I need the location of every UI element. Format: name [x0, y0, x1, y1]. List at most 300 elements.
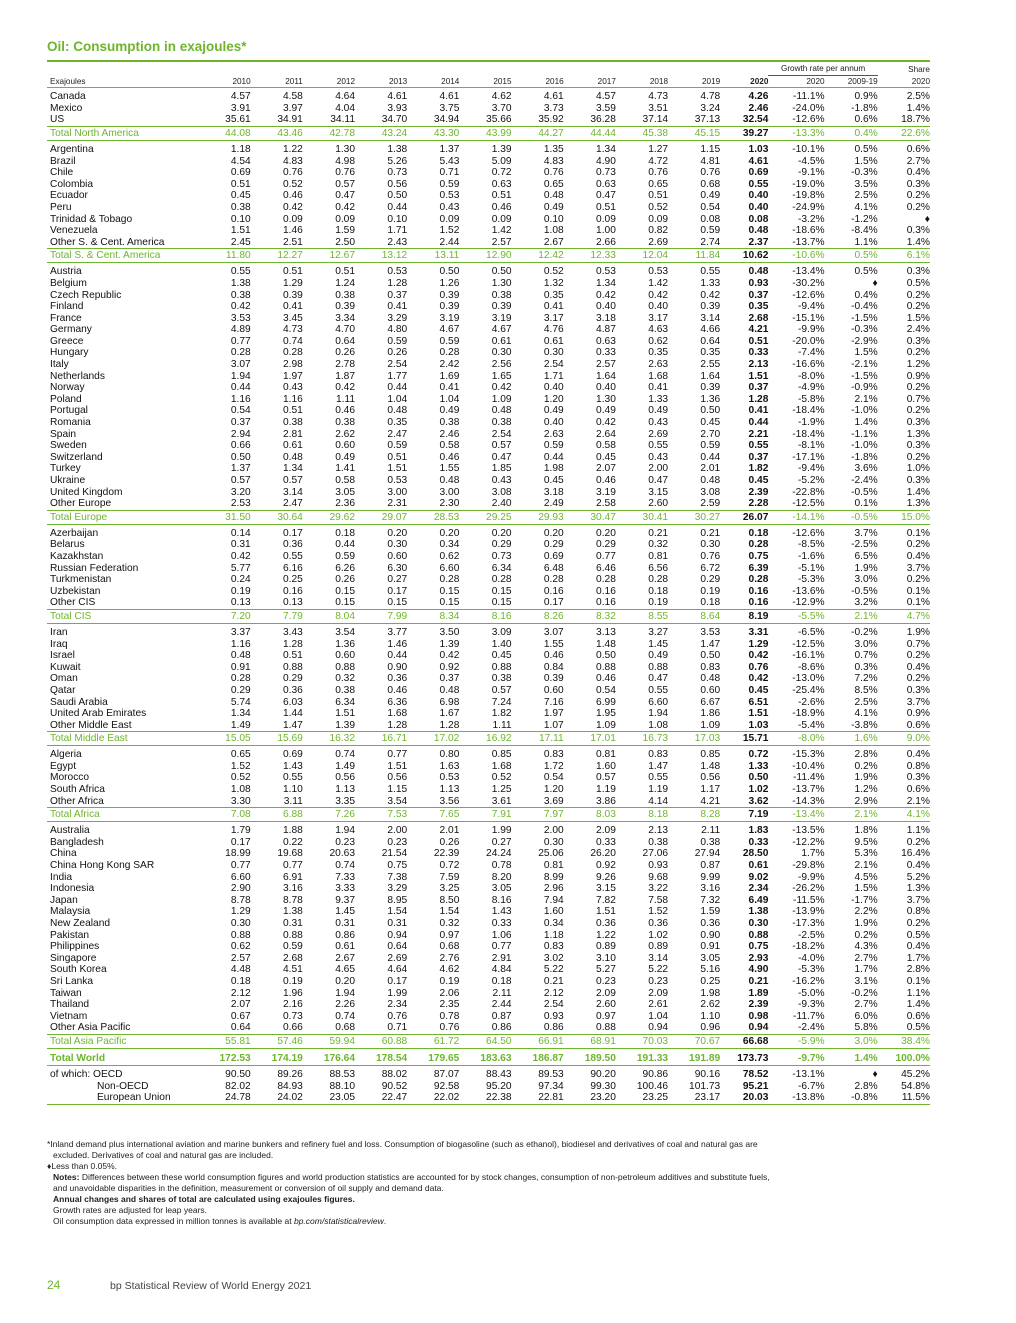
value-cell: 1.46 — [387, 638, 408, 650]
growth-cell: -12.6% — [792, 527, 825, 539]
country-row-other-cis — [47, 597, 930, 609]
value-cell: 172.53 — [198, 1048, 251, 1065]
share-cell: 0.4% — [906, 661, 930, 673]
share-cell: 2.8% — [906, 964, 930, 976]
value-cell: 1.44 — [283, 708, 303, 720]
value-cell: 0.23 — [335, 836, 356, 848]
value-cell: 1.09 — [596, 719, 616, 731]
row-label: Turkey — [50, 463, 81, 475]
value-2020: 0.28 — [748, 539, 769, 551]
value-cell: 1.34 — [596, 143, 616, 155]
value-cell: 0.20 — [439, 527, 460, 539]
value-cell: 3.19 — [596, 486, 616, 498]
value-cell: 7.53 — [355, 808, 407, 822]
country-row-singapore — [47, 953, 930, 965]
country-row-colombia — [47, 179, 930, 191]
value-cell: 0.39 — [283, 289, 303, 301]
value-cell: 0.42 — [335, 382, 356, 394]
value-cell: 0.16 — [596, 585, 616, 597]
share-cell: 0.5% — [906, 929, 930, 941]
value-cell: 70.67 — [668, 1034, 720, 1048]
value-cell: 0.61 — [491, 335, 512, 347]
row-label: United Arab Emirates — [50, 708, 147, 720]
share-cell: 0.9% — [906, 370, 930, 382]
country-row-netherlands — [47, 371, 930, 383]
share-cell: 0.2% — [906, 574, 930, 586]
growth-cell: 1.6% — [825, 732, 878, 746]
value-cell: 6.30 — [387, 562, 408, 574]
value-cell: 2.90 — [230, 883, 251, 895]
row-label: Belgium — [50, 277, 87, 289]
value-cell: 0.42 — [596, 289, 616, 301]
value-cell: 4.51 — [283, 964, 303, 976]
value-cell: 0.80 — [439, 749, 460, 761]
value-cell: 2.35 — [439, 999, 460, 1011]
value-cell: 24.02 — [251, 1092, 303, 1104]
growth-cell: -13.3% — [768, 126, 824, 140]
value-cell: 1.39 — [491, 143, 512, 155]
value-2020: 1.89 — [748, 987, 769, 999]
value-cell: 0.43 — [439, 201, 460, 213]
value-cell: 1.16 — [230, 638, 251, 650]
growth-cell: -1.0% — [851, 440, 878, 452]
country-row-south-africa — [47, 784, 930, 796]
value-cell: 6.36 — [387, 696, 408, 708]
value-cell: 0.39 — [439, 289, 460, 301]
value-cell: 0.50 — [700, 405, 721, 417]
value-cell: 2.00 — [543, 825, 564, 837]
value-cell: 1.94 — [230, 370, 251, 382]
value-2020: 1.02 — [748, 784, 769, 796]
value-cell: 0.51 — [387, 451, 408, 463]
value-cell: 0.19 — [648, 597, 669, 609]
row-label: Canada — [50, 91, 86, 103]
review-link[interactable]: bp.com/statisticalreview — [293, 1216, 384, 1226]
value-2020: 2.68 — [748, 312, 769, 324]
share-cell: 3.7% — [906, 696, 930, 708]
value-cell: 0.48 — [230, 650, 251, 662]
value-cell: 0.63 — [491, 178, 512, 190]
row-label: Kazakhstan — [50, 550, 104, 562]
value-cell: 0.59 — [387, 335, 408, 347]
country-row-brazil — [47, 156, 930, 168]
value-cell: 1.52 — [230, 760, 251, 772]
growth-cell: -6.5% — [797, 626, 825, 638]
value-cell: 0.36 — [387, 673, 408, 685]
value-cell: 0.38 — [648, 836, 669, 848]
growth-cell: -0.8% — [825, 1092, 878, 1104]
value-2020: 0.45 — [748, 475, 769, 486]
value-cell: 0.16 — [283, 585, 303, 597]
footnote-less-than: ♦Less than 0.05%. — [47, 1161, 118, 1171]
row-label: Colombia — [50, 178, 94, 190]
value-cell: 189.50 — [564, 1048, 616, 1065]
value-cell: 0.55 — [283, 550, 303, 562]
value-cell: 0.13 — [230, 597, 251, 609]
value-cell: 6.48 — [543, 562, 564, 574]
value-cell: 0.77 — [491, 941, 512, 953]
value-2020: 0.37 — [748, 382, 769, 394]
growth-cell: 2.5% — [854, 190, 878, 202]
value-cell: 92.58 — [433, 1080, 460, 1092]
value-cell: 1.41 — [335, 463, 356, 475]
share-cell: 9.0% — [878, 732, 930, 746]
value-cell: 1.82 — [491, 708, 512, 720]
growth-cell: -1.5% — [851, 370, 878, 382]
value-cell: 0.65 — [543, 178, 564, 190]
country-row-bangladesh — [47, 837, 930, 849]
value-cell: 44.27 — [512, 126, 564, 140]
row-label: Morocco — [50, 772, 90, 784]
value-cell: 1.95 — [596, 708, 616, 720]
value-cell: 37.14 — [642, 114, 669, 126]
value-cell: 1.10 — [700, 1010, 721, 1022]
share-cell: 1.1% — [906, 987, 930, 999]
value-2020: 0.98 — [748, 1010, 769, 1022]
year-header: 2018 — [616, 75, 668, 88]
value-cell: 0.62 — [648, 335, 669, 347]
row-label: Ukraine — [50, 475, 86, 486]
value-cell: 1.30 — [596, 393, 616, 405]
header-row-top — [47, 63, 930, 75]
value-cell: 88.43 — [486, 1068, 512, 1080]
value-cell: 0.40 — [596, 382, 616, 394]
value-cell: 4.64 — [335, 91, 356, 103]
value-cell: 5.43 — [439, 155, 460, 167]
value-cell: 0.91 — [700, 941, 721, 953]
value-cell: 0.59 — [335, 550, 356, 562]
share-cell: 4.1% — [878, 808, 930, 822]
value-cell: 23.17 — [668, 1092, 720, 1104]
value-cell: 1.97 — [283, 370, 303, 382]
value-cell: 0.68 — [439, 941, 460, 953]
value-cell: 174.19 — [251, 1048, 303, 1065]
country-row-new-zealand — [47, 918, 930, 930]
value-cell: 2.59 — [700, 498, 721, 510]
country-row-ecuador — [47, 190, 930, 202]
value-cell: 0.81 — [596, 749, 616, 761]
value-cell: 1.38 — [283, 906, 303, 918]
value-cell: 34.70 — [381, 114, 408, 126]
value-2020: 0.69 — [748, 167, 769, 179]
value-cell: 0.57 — [283, 475, 303, 486]
value-cell: 2.69 — [648, 428, 669, 440]
value-cell: 3.17 — [648, 312, 669, 324]
value-cell: 3.20 — [230, 486, 251, 498]
value-cell: 0.83 — [543, 941, 564, 953]
country-row-us — [47, 114, 930, 126]
country-row-argentina — [47, 140, 930, 155]
row-label: Total Middle East — [47, 732, 198, 746]
growth-cell: 1.9% — [854, 772, 878, 784]
value-cell: 0.47 — [648, 475, 669, 486]
share-cell: 0.2% — [906, 451, 930, 463]
value-2020: 0.76 — [748, 661, 769, 673]
value-cell: 0.84 — [543, 661, 564, 673]
value-cell: 0.31 — [283, 918, 303, 929]
value-cell: 0.36 — [596, 918, 616, 929]
growth-cell: -5.1% — [797, 562, 825, 574]
value-cell: 1.34 — [230, 708, 251, 720]
value-cell: 0.38 — [491, 417, 512, 429]
value-2020: 1.28 — [748, 393, 769, 405]
value-cell: 7.59 — [439, 871, 460, 883]
value-cell: 0.85 — [491, 749, 512, 761]
value-2020: 1.83 — [748, 825, 769, 837]
value-cell: 0.48 — [283, 451, 303, 463]
footnote-inland-demand-cont: excluded. Derivatives of coal and natural gas are included. — [53, 1150, 274, 1160]
value-cell: 21.54 — [381, 848, 408, 860]
growth-cell: 7.2% — [854, 673, 878, 685]
growth-cell: -24.0% — [792, 102, 825, 114]
value-cell: 0.14 — [230, 527, 251, 539]
growth-cell: 2.7% — [854, 952, 878, 964]
growth-cell: 5.3% — [854, 848, 878, 860]
growth-cell: 2.5% — [854, 696, 878, 708]
row-label: Pakistan — [50, 929, 90, 941]
value-cell: 0.57 — [335, 178, 356, 190]
share-label: Share — [908, 64, 930, 74]
value-cell: 0.60 — [387, 550, 408, 562]
value-cell: 4.70 — [335, 324, 356, 336]
value-cell: 29.62 — [303, 510, 355, 524]
growth-cell: 0.5% — [825, 249, 878, 263]
value-cell: 2.69 — [648, 236, 669, 248]
value-cell: 1.49 — [230, 719, 251, 731]
growth-cell: -3.2% — [797, 213, 825, 225]
value-cell: 0.74 — [283, 335, 303, 347]
value-cell: 1.20 — [543, 784, 564, 796]
growth-cell: -18.4% — [792, 405, 825, 417]
value-cell: 3.29 — [387, 883, 408, 895]
growth-cell: -1.5% — [851, 312, 878, 324]
value-cell: 88.53 — [329, 1068, 356, 1080]
row-label: Spain — [50, 428, 77, 440]
value-cell: 1.43 — [283, 760, 303, 772]
value-cell: 2.54 — [491, 428, 512, 440]
value-cell: 0.15 — [335, 597, 356, 609]
value-cell: 0.37 — [439, 673, 460, 685]
value-cell: 0.47 — [335, 190, 356, 202]
value-cell: 0.35 — [648, 347, 669, 359]
row-label: Belarus — [50, 539, 85, 551]
growth-cell: -10.6% — [768, 249, 824, 263]
value-cell: 1.48 — [700, 760, 721, 772]
value-cell: 12.90 — [459, 249, 511, 263]
value-2020: 0.35 — [748, 301, 769, 313]
value-cell: 0.20 — [491, 527, 512, 539]
growth-cell: -16.1% — [792, 650, 825, 662]
value-cell: 0.42 — [648, 289, 669, 301]
value-cell: 0.32 — [648, 539, 669, 551]
value-cell: 0.83 — [543, 749, 564, 761]
value-cell: 3.73 — [543, 102, 564, 114]
growth-cell: -4.9% — [797, 382, 825, 394]
value-cell: 0.50 — [491, 266, 512, 278]
growth-cell: 0.9% — [854, 91, 878, 103]
growth-cell: ♦ — [872, 277, 878, 289]
row-label: Australia — [50, 825, 90, 837]
share-cell: 0.2% — [906, 918, 930, 929]
value-cell: 8.04 — [303, 609, 355, 623]
growth-cell: -2.4% — [797, 1022, 825, 1034]
country-row-united-kingdom — [47, 487, 930, 499]
value-cell: 1.68 — [648, 370, 669, 382]
value-2020: 0.33 — [748, 836, 769, 848]
value-cell: 1.26 — [439, 277, 460, 289]
share-cell: 0.3% — [906, 440, 930, 452]
value-cell: 0.54 — [596, 684, 616, 696]
value-cell: 0.42 — [439, 650, 460, 662]
value-cell: 3.54 — [387, 795, 408, 807]
value-cell: 0.76 — [648, 167, 669, 179]
country-row-united-arab-emirates — [47, 708, 930, 720]
value-cell: 4.65 — [335, 964, 356, 976]
growth-cell: -3.8% — [851, 719, 878, 731]
value-cell: 4.76 — [543, 324, 564, 336]
value-cell: 0.59 — [387, 440, 408, 452]
share-cell: 4.7% — [878, 609, 930, 623]
value-cell: 0.61 — [543, 335, 564, 347]
value-2020: 0.21 — [748, 975, 769, 987]
value-cell: 0.49 — [648, 405, 669, 417]
row-label: Other Europe — [50, 498, 112, 510]
value-cell: 0.60 — [543, 684, 564, 696]
value-cell: 3.45 — [283, 312, 303, 324]
value-cell: 1.67 — [439, 708, 460, 720]
value-cell: 1.34 — [283, 463, 303, 475]
value-cell: 1.60 — [596, 760, 616, 772]
row-label: Total Africa — [47, 808, 198, 822]
country-row-egypt — [47, 761, 930, 773]
value-cell: 4.48 — [230, 964, 251, 976]
value-cell: 2.51 — [283, 236, 303, 248]
share-cell: 1.4% — [906, 236, 930, 248]
row-label: Uzbekistan — [50, 585, 101, 597]
growth-cell: 0.7% — [854, 650, 878, 662]
country-row-canada — [47, 88, 930, 103]
value-cell: 1.00 — [596, 225, 616, 237]
tonnes-text: Oil consumption data expressed in million tonnes is available at — [53, 1216, 294, 1226]
growth-cell: -5.4% — [797, 719, 825, 731]
value-cell: 7.20 — [198, 609, 251, 623]
row-label: Japan — [50, 894, 78, 906]
row-label: Philippines — [50, 941, 100, 953]
value-cell: 0.58 — [439, 440, 460, 452]
value-cell: 1.60 — [543, 906, 564, 918]
value-cell: 0.48 — [387, 405, 408, 417]
value-cell: 0.46 — [335, 405, 356, 417]
growth-cell: -1.7% — [851, 894, 878, 906]
value-cell: 4.67 — [491, 324, 512, 336]
value-cell: 0.76 — [283, 167, 303, 179]
value-cell: 0.09 — [335, 213, 356, 225]
value-2020: 0.45 — [748, 684, 769, 696]
value-cell: 0.78 — [439, 1010, 460, 1022]
value-cell: 0.76 — [335, 167, 356, 179]
value-cell: 0.23 — [648, 975, 669, 987]
row-label: Total Europe — [47, 510, 198, 524]
value-2020: 1.29 — [748, 638, 769, 650]
value-cell: 99.30 — [590, 1080, 616, 1092]
value-cell: 6.34 — [335, 696, 356, 708]
value-cell: 4.80 — [387, 324, 408, 336]
value-cell: 70.03 — [616, 1034, 668, 1048]
value-cell: 0.41 — [648, 382, 669, 394]
value-cell: 176.64 — [303, 1048, 355, 1065]
value-cell: 0.55 — [648, 440, 669, 452]
growth-cell: 1.1% — [854, 236, 878, 248]
value-cell: 0.41 — [283, 301, 303, 313]
value-cell: 2.43 — [387, 236, 408, 248]
row-label: Indonesia — [50, 883, 95, 895]
value-2020: 1.51 — [748, 708, 769, 720]
value-cell: 0.22 — [283, 836, 303, 848]
row-label: Other S. & Cent. America — [50, 236, 165, 248]
value-cell: 0.33 — [596, 347, 616, 359]
year-header: 2016 — [512, 75, 564, 88]
country-row-ukraine — [47, 475, 930, 487]
value-2020: 0.40 — [748, 190, 769, 202]
growth-cell: -11.1% — [793, 91, 825, 103]
value-cell: 17.01 — [564, 732, 616, 746]
value-2020: 0.41 — [748, 405, 769, 417]
value-cell: 0.23 — [596, 975, 616, 987]
value-cell: 0.19 — [283, 975, 303, 987]
growth-cell: -0.5% — [825, 510, 878, 524]
country-row-other-middle-east — [47, 720, 930, 732]
share-cell: 0.1% — [906, 975, 930, 987]
growth-header: 2020 — [768, 75, 824, 88]
value-cell: 0.17 — [543, 597, 564, 609]
value-cell: 0.09 — [283, 213, 303, 225]
value-cell: 0.69 — [543, 550, 564, 562]
value-cell: 0.28 — [230, 673, 251, 685]
value-cell: 0.25 — [700, 975, 721, 987]
value-cell: 0.86 — [491, 1022, 512, 1034]
share-cell: 1.3% — [906, 498, 930, 510]
value-2020: 0.88 — [748, 929, 769, 941]
value-cell: 0.36 — [283, 684, 303, 696]
value-cell: 1.18 — [543, 929, 564, 941]
growth-cell: 1.5% — [854, 883, 878, 895]
value-cell: 0.74 — [335, 1010, 356, 1022]
value-cell: 0.46 — [491, 201, 512, 213]
value-cell: 0.09 — [491, 213, 512, 225]
value-cell: 0.85 — [700, 749, 721, 761]
growth-cell: 2.8% — [854, 749, 878, 761]
country-row-chile — [47, 167, 930, 179]
value-cell: 0.15 — [335, 585, 356, 597]
value-cell: 3.00 — [387, 486, 408, 498]
value-cell: 0.62 — [439, 550, 460, 562]
share-cell: 0.2% — [906, 301, 930, 313]
value-cell: 178.54 — [355, 1048, 407, 1065]
value-cell: 1.51 — [387, 463, 408, 475]
value-cell: 1.97 — [543, 708, 564, 720]
row-label: Portugal — [50, 405, 88, 417]
value-cell: 0.25 — [283, 574, 303, 586]
value-cell: 3.08 — [491, 486, 512, 498]
growth-cell: 1.7% — [801, 848, 825, 860]
value-cell: 0.10 — [230, 213, 251, 225]
share-cell: 1.9% — [906, 626, 930, 638]
value-cell: 2.61 — [648, 999, 669, 1011]
value-cell: 1.47 — [648, 760, 669, 772]
row-label: Total CIS — [47, 609, 198, 623]
row-label: Other CIS — [50, 597, 96, 609]
value-2020: 15.71 — [720, 732, 768, 746]
